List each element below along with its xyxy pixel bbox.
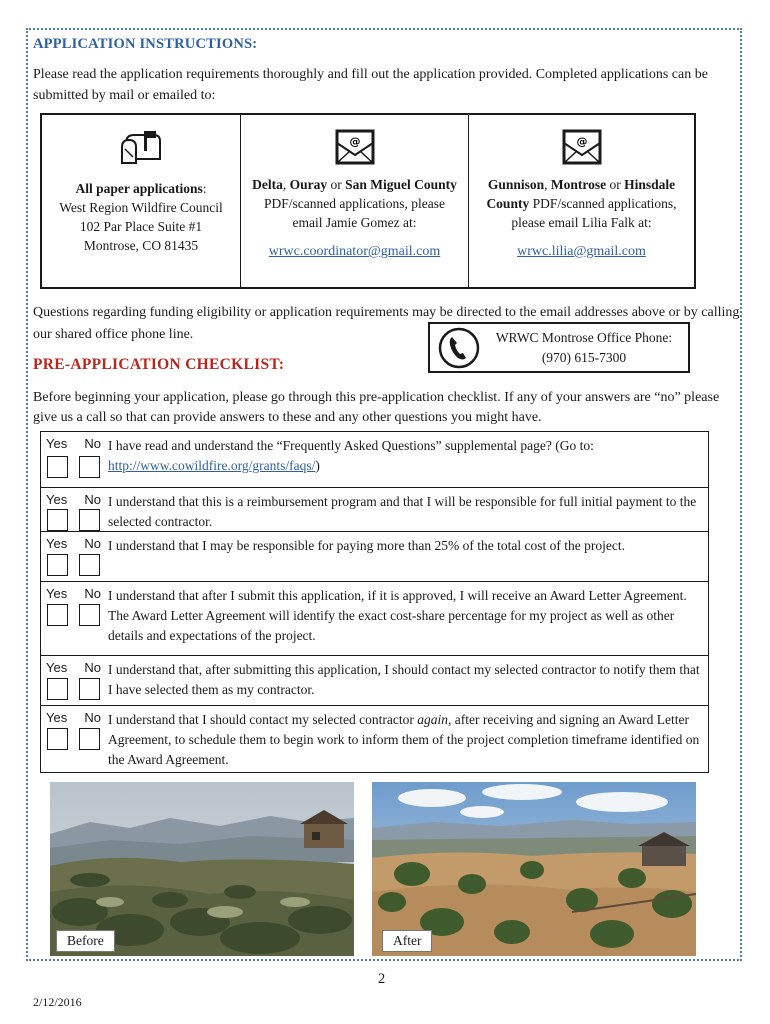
checklist-item-text: I understand that this is a reimbursement program and that I will be responsible for full initial payment to the selected contractor. [108, 494, 697, 529]
yes-label: Yes [46, 436, 68, 451]
checklist-row [41, 582, 708, 656]
checklist-item-text: I understand that after I submit this application, if it is approved, I will receive an Award Letter Agreement. The Award Letter Agreement will identify the exact cost-share percentage for my project as well as other details and expectations of the project. [108, 588, 687, 643]
jamie-line-2: email Jamie Gomez at: [292, 215, 417, 230]
checklist-heading: PRE-APPLICATION CHECKLIST: [33, 356, 285, 373]
yes-no-labels [46, 536, 104, 551]
instructions-heading: APPLICATION INSTRUCTIONS: [33, 36, 258, 52]
phone-box [428, 322, 690, 373]
county-gunnison: Gunnison [487, 177, 545, 192]
questions-text: Questions regarding funding eligibility or application requirements may be directed to the email addresses above or by calling our shared office phone line. [33, 305, 740, 342]
county-ouray: Ouray [289, 177, 328, 192]
county-delta: Delta [252, 177, 283, 192]
no-checkbox[interactable] [79, 604, 100, 626]
county-sep-a: , [282, 177, 290, 192]
before-label: Before [56, 930, 115, 952]
yes-no-labels [46, 710, 104, 725]
county-sep-d: or [606, 177, 625, 192]
no-checkbox[interactable] [79, 554, 100, 576]
no-label: No [84, 492, 101, 507]
checklist-row [41, 532, 708, 582]
page-number: 2 [378, 971, 386, 987]
paper-title: All paper applications [75, 181, 203, 196]
county-san-miguel: San Miguel County [345, 177, 457, 192]
yes-no-labels [46, 492, 104, 507]
paper-line-2: 102 Par Place Suite #1 [79, 219, 203, 234]
yes-no-labels [46, 660, 104, 675]
jamie-line-1: PDF/scanned applications, please [263, 196, 446, 211]
checklist-row [41, 488, 708, 532]
checklist-item-text [106, 706, 708, 772]
paper-title-suffix: : [202, 181, 207, 196]
yes-no-labels [46, 586, 104, 601]
phone-number[interactable]: (970) 615-7300 [541, 349, 627, 365]
yes-no-cell [41, 582, 106, 655]
item-text-after: after receiving and signing an Award Letter Agreement, to schedule them to begin work to inform them of the project completion timeframe identified on the Award Agreement. [108, 712, 700, 767]
yes-no-cell [41, 432, 106, 487]
item-text: I have read and understand the “Frequently Asked Questions” supplemental page? (Go to: [108, 438, 594, 453]
no-checkbox[interactable] [79, 456, 100, 478]
checklist-row [41, 432, 708, 488]
svg-text:@: @ [349, 135, 360, 148]
county-word: County [486, 196, 530, 211]
paper-line-3: Montrose, CO 81435 [83, 238, 199, 253]
email-icon [335, 129, 375, 165]
lilia-line-1: PDF/scanned applications, [529, 196, 677, 211]
after-label: After [382, 930, 432, 952]
yes-label: Yes [46, 536, 68, 551]
contact-table [40, 113, 696, 289]
yes-no-cell [41, 656, 106, 705]
checklist-item-text [106, 432, 708, 487]
paper-line-1: West Region Wildfire Council [59, 200, 223, 215]
yes-label: Yes [46, 710, 68, 725]
contact-jamie [240, 115, 468, 287]
instructions-intro: Please read the application requirements thoroughly and fill out the application provided. Completed applications can be submitted by mail or emailed to: [33, 67, 708, 103]
yes-no-cell [41, 488, 106, 531]
checklist-row [41, 706, 708, 772]
yes-checkbox[interactable] [47, 456, 68, 478]
yes-label: Yes [46, 660, 68, 675]
phone-icon [438, 327, 480, 369]
item-emphasis: again, [417, 712, 452, 727]
county-hinsdale: Hinsdale [624, 177, 676, 192]
no-checkbox[interactable] [79, 678, 100, 700]
mailbox-icon [118, 129, 164, 169]
no-label: No [84, 536, 101, 551]
after-photo [372, 782, 696, 956]
no-checkbox[interactable] [79, 509, 100, 531]
yes-checkbox[interactable] [47, 604, 68, 626]
email-icon [562, 129, 602, 165]
no-label: No [84, 710, 101, 725]
no-label: No [84, 586, 101, 601]
checklist-item-text: I understand that, after submitting this application, I should contact my selected contractor to notify them that I have selected them as my contractor. [108, 662, 700, 697]
checklist-intro: Before beginning your application, please go through this pre-application checklist. If any of your answers are “no” please give us a call so that can provide answers to these and any other questions you might have. [33, 390, 720, 425]
checklist-table [40, 431, 709, 773]
checklist-row [41, 656, 708, 706]
before-photo [50, 782, 354, 956]
faq-link[interactable]: http://www.cowildfire.org/grants/faqs/ [108, 458, 316, 473]
phone-label: WRWC Montrose Office Phone: [495, 329, 673, 345]
yes-no-cell [41, 706, 106, 772]
yes-checkbox[interactable] [47, 678, 68, 700]
item-after: ) [315, 458, 320, 473]
county-montrose: Montrose [550, 177, 607, 192]
svg-text:@: @ [576, 135, 587, 148]
yes-checkbox[interactable] [47, 554, 68, 576]
no-label: No [84, 660, 101, 675]
contact-paper [42, 115, 240, 287]
yes-label: Yes [46, 586, 68, 601]
yes-checkbox[interactable] [47, 728, 68, 750]
no-label: No [84, 436, 101, 451]
yes-label: Yes [46, 492, 68, 507]
yes-checkbox[interactable] [47, 509, 68, 531]
checklist-item-text: I understand that I may be responsible for paying more than 25% of the total cost of the project. [108, 538, 625, 553]
item-text-before: I understand that I should contact my selected contractor [108, 712, 418, 727]
footer-date: 2/12/2016 [33, 995, 82, 1009]
yes-no-cell [41, 532, 106, 581]
email-link-coordinator[interactable]: wrwc.coordinator@gmail.com [268, 244, 441, 259]
county-sep-c: , [544, 177, 551, 192]
no-checkbox[interactable] [79, 728, 100, 750]
contact-lilia [468, 115, 694, 287]
yes-no-labels [46, 436, 104, 451]
email-link-lilia[interactable]: wrwc.lilia@gmail.com [517, 244, 646, 259]
lilia-line-2: please email Lilia Falk at: [511, 215, 652, 230]
county-sep-b: or [327, 177, 346, 192]
